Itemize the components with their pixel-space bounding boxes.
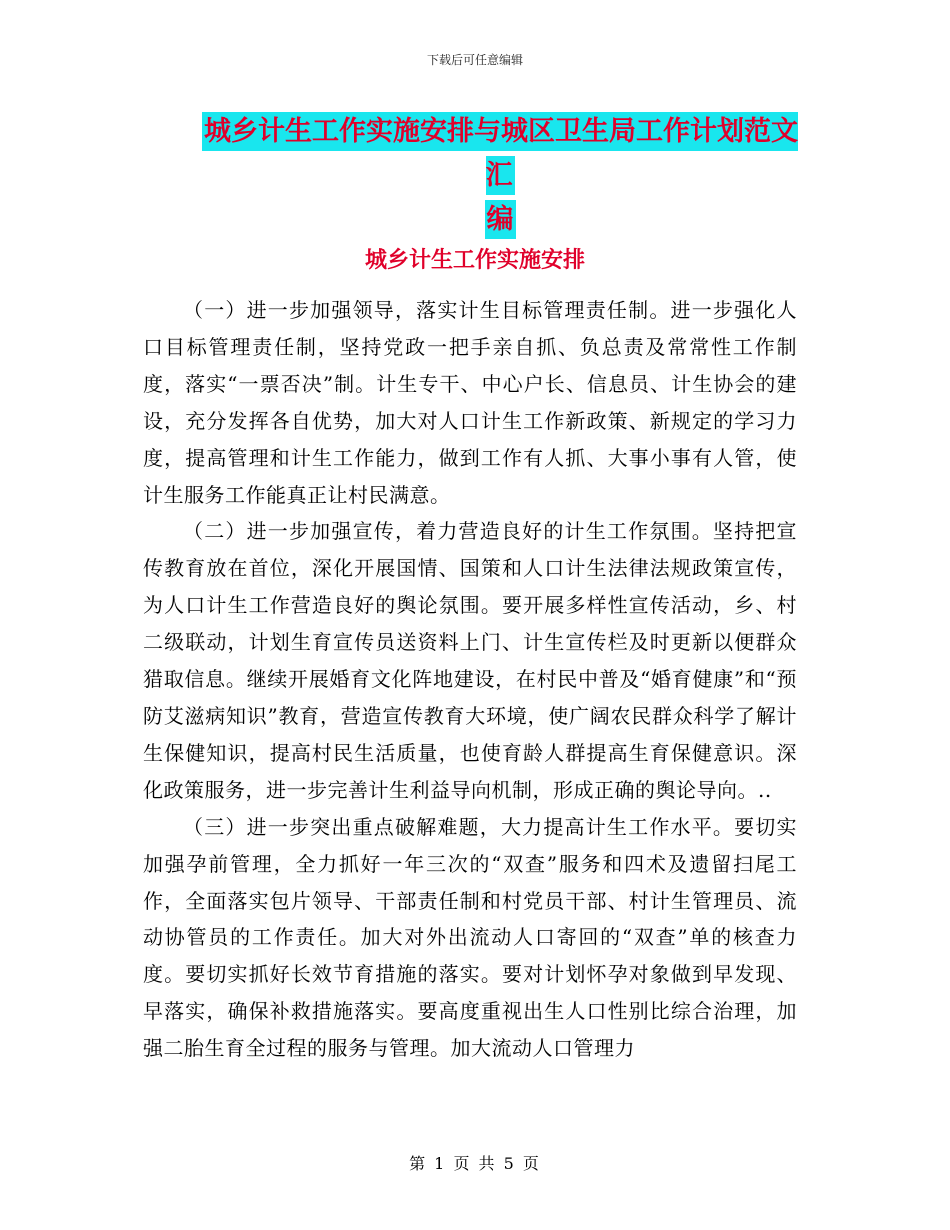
page-number-footer: 第 1 页 共 5 页 — [409, 1154, 541, 1173]
paragraph-2: （二）进一步加强宣传，着力营造良好的计生工作氛围。坚持把宣传教育放在首位，深化开展国情、国策和人口计生法律法规政策宣传，为人口计生工作营造良好的舆论氛围。要开展多样性宣传活动，乡、村二级联动，计划生育宣传员送资料上门、计生宣传栏及时更新以便群众猎取信息。继续开展婚育文化阵地建设，在村民中普及“婚育健康”和“预防艾滋病知识”教育，营造宣传教育大环境，使广阔农民群众科学了解计生保健知识，提高村民生活质量，也使育龄人群提高生育保健意识。深化政策服务，进一步完善计生利益导向机制，形成正确的舆论导向。.. — [143, 519, 797, 802]
document-title — [190, 110, 810, 242]
document-body — [143, 292, 797, 1067]
document-title-line-2: 编 — [485, 200, 516, 239]
page-header-note: 下载后可任意编辑 — [426, 53, 523, 67]
paragraph-3: （三）进一步突出重点破解难题，大力提高计生工作水平。要切实加强孕前管理，全力抓好一年三次的“双查”服务和四术及遗留扫尾工作，全面落实包片领导、干部责任制和村党员干部、村计生管理员、流动协管员的工作责任。加大对外出流动人口寄回的“双查”单的核查力度。要切实抓好长效节育措施的落实。要对计划怀孕对象做到早发现、早落实，确保补救措施落实。要高度重视出生人口性别比综合治理，加强二胎生育全过程的服务与管理。加大流动人口管理力 — [143, 814, 797, 1061]
document-title-line-1: 城乡计生工作实施安排与城区卫生局工作计划范文汇 — [202, 112, 798, 195]
paragraph-1: （一）进一步加强领导，落实计生目标管理责任制。进一步强化人口目标管理责任制，坚持党政一把手亲自抓、负总责及常常性工作制度，落实“一票否决”制。计生专干、中心户长、信息员、计生协会的建设，充分发挥各自优势，加大对人口计生工作新政策、新规定的学习力度，提高管理和计生工作能力，做到工作有人抓、大事小事有人管，使计生服务工作能真正让村民满意。 — [143, 298, 797, 507]
section-title: 城乡计生工作实施安排 — [364, 248, 585, 273]
